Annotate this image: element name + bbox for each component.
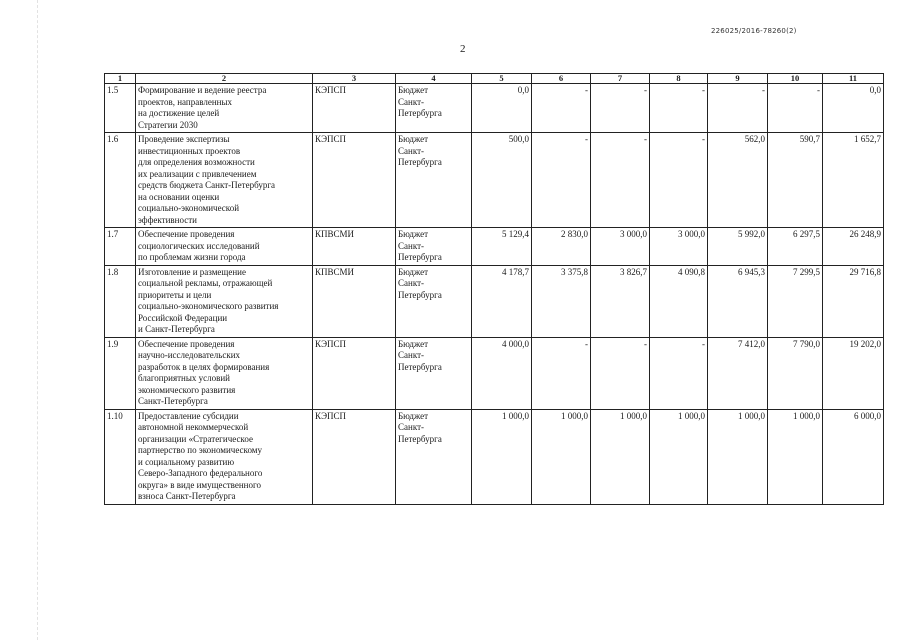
funding-source-line: Бюджет [398, 134, 429, 144]
value-cell: 590,7 [768, 133, 823, 228]
measure-name-line: научно-исследовательских [138, 350, 241, 360]
value-cell: - [768, 84, 823, 133]
value-cell: - [650, 133, 708, 228]
measure-name-line: для определения возможности [138, 157, 255, 167]
measure-name-line: разработок в целях формирования [138, 361, 270, 372]
total-value-cell: 19 202,0 [823, 337, 884, 409]
measure-name-line: инвестиционных проектов [138, 145, 241, 156]
column-header: 7 [591, 74, 650, 84]
measure-name-cell [136, 265, 313, 337]
measure-name-line: Российской Федерации [138, 312, 228, 323]
measure-name-line: проектов, направленных [138, 96, 233, 107]
value-cell: 1 000,0 [591, 409, 650, 504]
funding-source-line: Санкт- [398, 240, 424, 251]
measure-name-line: Санкт-Петербурга [138, 396, 208, 406]
funding-source-line: Санкт- [398, 96, 424, 107]
funding-source-line: Бюджет [398, 229, 429, 239]
column-header: 9 [708, 74, 768, 84]
measure-name-line: экономического развития [138, 384, 236, 395]
value-cell: 4 000,0 [472, 337, 532, 409]
value-cell: 3 000,0 [591, 228, 650, 266]
measure-name-line: Северо-Западного федерального [138, 468, 263, 478]
funding-source-line: Санкт- [398, 145, 424, 156]
funding-source-line: Петербурга [398, 361, 442, 372]
funding-source-line: Петербурга [398, 108, 442, 118]
column-header: 4 [396, 74, 472, 84]
value-cell: 7 790,0 [768, 337, 823, 409]
funding-source-line: Санкт- [398, 350, 424, 360]
column-header: 10 [768, 74, 823, 84]
total-value-cell: 26 248,9 [823, 228, 884, 266]
table-row [105, 84, 884, 133]
funding-source-line: Петербурга [398, 157, 442, 167]
measure-name-line: их реализации с привлечением [138, 168, 257, 179]
value-cell: 6 945,3 [708, 265, 768, 337]
total-value-cell: 29 716,8 [823, 265, 884, 337]
table-row [105, 337, 884, 409]
funding-source-line: Бюджет [398, 266, 429, 277]
column-header: 1 [105, 74, 136, 84]
measure-name-line: взноса Санкт-Петербурга [138, 491, 236, 501]
measure-name-line: приоритеты и цели [138, 289, 212, 300]
column-header: 3 [313, 74, 396, 84]
value-cell: 7 299,5 [768, 265, 823, 337]
value-cell: - [532, 337, 591, 409]
value-cell: 4 178,7 [472, 265, 532, 337]
funding-source-line: Санкт- [398, 278, 424, 288]
measure-name-line: и Санкт-Петербурга [138, 324, 215, 334]
value-cell: 1 000,0 [768, 409, 823, 504]
funding-source-cell [396, 265, 472, 337]
value-cell: 500,0 [472, 133, 532, 228]
measure-name-line: на достижение целей [138, 108, 220, 118]
value-cell: 562,0 [708, 133, 768, 228]
table-row [105, 265, 884, 337]
value-cell: 7 412,0 [708, 337, 768, 409]
executor-cell: КЭПСП [313, 84, 396, 133]
document-id: 226025/2016-78260(2) [711, 27, 797, 35]
measure-name-line: средств бюджета Санкт-Петербурга [138, 180, 276, 190]
total-value-cell: 1 652,7 [823, 133, 884, 228]
row-number: 1.8 [105, 265, 136, 337]
value-cell: 6 297,5 [768, 228, 823, 266]
value-cell: - [708, 84, 768, 133]
value-cell: - [650, 337, 708, 409]
value-cell: 3 826,7 [591, 265, 650, 337]
measure-name-line: автономной некоммерческой [138, 422, 249, 432]
measure-name-cell [136, 84, 313, 133]
row-number: 1.7 [105, 228, 136, 266]
measure-name-line: партнерство по экономическому [138, 445, 262, 455]
executor-cell: КПВСМИ [313, 228, 396, 266]
measure-name-line: на основании оценки [138, 191, 220, 202]
executor-cell: КЭПСП [313, 133, 396, 228]
funding-source-line: Петербурга [398, 433, 442, 444]
column-header: 6 [532, 74, 591, 84]
value-cell: 3 000,0 [650, 228, 708, 266]
funding-source-cell [396, 337, 472, 409]
scan-margin-line [37, 0, 38, 640]
executor-cell: КПВСМИ [313, 265, 396, 337]
measure-name-cell [136, 228, 313, 266]
funding-source-line: Петербурга [398, 252, 442, 262]
funding-source-cell [396, 409, 472, 504]
value-cell: 1 000,0 [472, 409, 532, 504]
value-cell: - [591, 133, 650, 228]
total-value-cell: 6 000,0 [823, 409, 884, 504]
row-number: 1.9 [105, 337, 136, 409]
value-cell: - [591, 84, 650, 133]
row-number: 1.6 [105, 133, 136, 228]
table-row [105, 133, 884, 228]
funding-source-line: Санкт- [398, 422, 424, 432]
measure-name-line: социальной рекламы, отражающей [138, 278, 273, 288]
executor-cell: КЭПСП [313, 337, 396, 409]
value-cell: 4 090,8 [650, 265, 708, 337]
measure-name-line: Изготовление и размещение [138, 266, 246, 277]
measure-name-line: благоприятных условий [138, 373, 230, 383]
table-row [105, 228, 884, 266]
measure-name-line: по проблемам жизни города [138, 252, 246, 262]
value-cell: 0,0 [472, 84, 532, 133]
funding-source-line: Бюджет [398, 85, 429, 95]
table-row [105, 409, 884, 504]
funding-source-line: Бюджет [398, 410, 429, 421]
measure-name-line: Стратегии 2030 [138, 119, 198, 130]
value-cell: 1 000,0 [708, 409, 768, 504]
column-header: 5 [472, 74, 532, 84]
measure-name-line: Проведение экспертизы [138, 134, 230, 144]
measure-name-line: эффективности [138, 214, 197, 225]
row-number: 1.5 [105, 84, 136, 133]
value-cell: 1 000,0 [650, 409, 708, 504]
value-cell: 5 992,0 [708, 228, 768, 266]
funding-source-cell [396, 228, 472, 266]
total-value-cell: 0,0 [823, 84, 884, 133]
funding-source-line: Бюджет [398, 338, 429, 349]
value-cell: 3 375,8 [532, 265, 591, 337]
funding-source-cell [396, 84, 472, 133]
value-cell: 1 000,0 [532, 409, 591, 504]
program-table [104, 73, 884, 505]
funding-source-line: Петербурга [398, 289, 442, 300]
measure-name-line: социально-экономического развития [138, 301, 279, 311]
measure-name-cell [136, 337, 313, 409]
measure-name-line: Обеспечение проведения [138, 229, 235, 239]
value-cell: - [591, 337, 650, 409]
value-cell: 2 830,0 [532, 228, 591, 266]
measure-name-cell [136, 133, 313, 228]
value-cell: - [650, 84, 708, 133]
measure-name-line: Предоставление субсидии [138, 410, 239, 421]
value-cell: 5 129,4 [472, 228, 532, 266]
page-number: 2 [460, 43, 466, 55]
column-header: 8 [650, 74, 708, 84]
measure-name-line: социологических исследований [138, 240, 260, 251]
column-header: 11 [823, 74, 884, 84]
row-number: 1.10 [105, 409, 136, 504]
column-header: 2 [136, 74, 313, 84]
measure-name-cell [136, 409, 313, 504]
measure-name-line: Формирование и ведение реестра [138, 85, 267, 95]
value-cell: - [532, 133, 591, 228]
value-cell: - [532, 84, 591, 133]
column-number-row [105, 74, 884, 84]
measure-name-line: и социальному развитию [138, 456, 235, 467]
measure-name-line: Обеспечение проведения [138, 338, 235, 349]
executor-cell: КЭПСП [313, 409, 396, 504]
funding-source-cell [396, 133, 472, 228]
measure-name-line: организации «Стратегическое [138, 433, 253, 444]
measure-name-line: округа» в виде имущественного [138, 479, 261, 490]
measure-name-line: социально-экономической [138, 203, 240, 213]
